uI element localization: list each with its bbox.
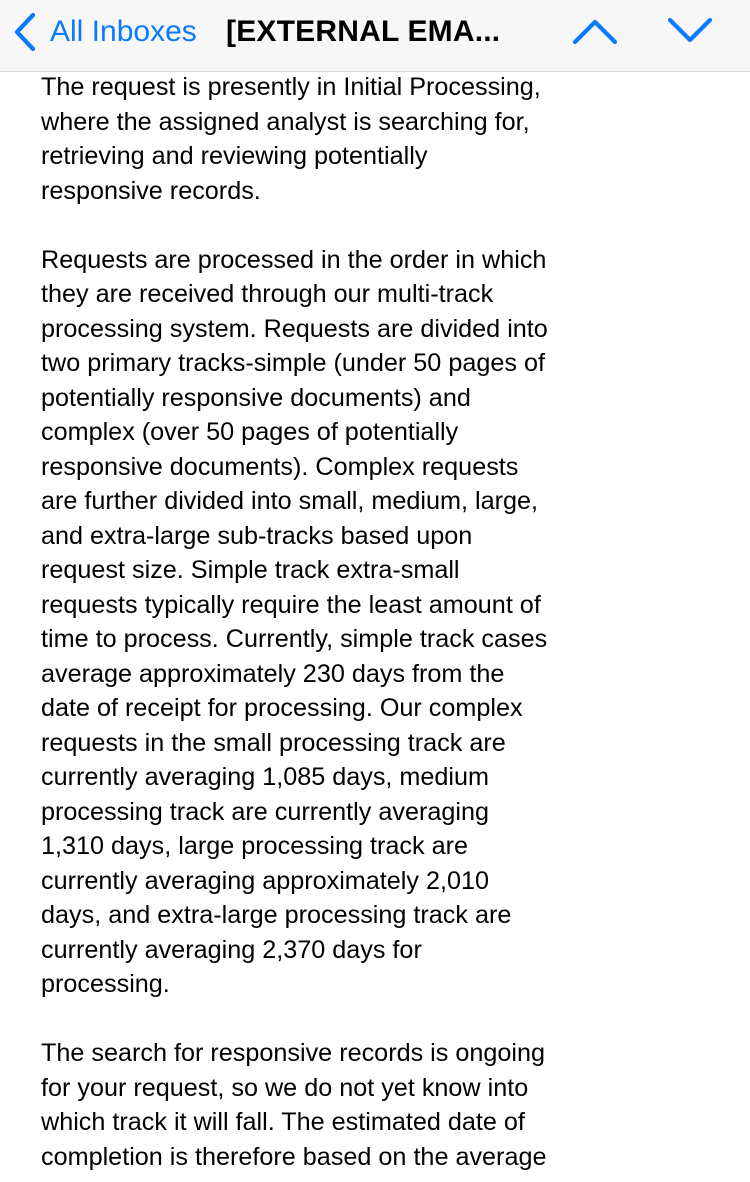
navigation-bar xyxy=(0,0,750,72)
back-button-label: All Inboxes xyxy=(50,15,197,48)
previous-message-button[interactable] xyxy=(570,12,620,52)
email-subject-title: [EXTERNAL EMA... xyxy=(226,15,501,48)
chevron-left-icon xyxy=(14,12,36,52)
paragraph-spacer xyxy=(41,208,721,243)
email-body xyxy=(41,70,721,1174)
chevron-up-icon xyxy=(570,12,620,52)
back-to-all-inboxes-button[interactable] xyxy=(14,10,197,54)
chevron-down-icon xyxy=(665,12,715,52)
paragraph-spacer xyxy=(41,1002,721,1037)
email-paragraph-status: The request is presently in Initial Processing, where the assigned analyst is searching for, retrieving and reviewing potentially responsive records. xyxy=(41,73,541,205)
next-message-button[interactable] xyxy=(665,12,715,52)
email-paragraph-tracks: Requests are processed in the order in which they are received through our multi-track processing system. Requests are divided into two primary tracks-simple (under 50 pages of potentially responsive documents) and complex (over 50 pages of potentially responsive documents). Complex requests are further divided into small, medium, large, and extra-large sub-tracks based upon request size. Simple track extra-small requests typically require the least amount of time to process. Currently, simple track cases average approximately 230 days from the date of receipt for processing. Our complex requests in the small processing track are currently averaging 1,085 days, medium processing track are currently averaging 1,310 days, large processing track are currently averaging approximately 2,010 days, and extra-large processing track are currently averaging 2,370 days for processing. xyxy=(41,245,548,998)
email-paragraph-search: The search for responsive records is ongoing for your request, so we do not yet know into which track it will fall. The estimated date of completion is therefore based on the average xyxy=(41,1039,547,1171)
